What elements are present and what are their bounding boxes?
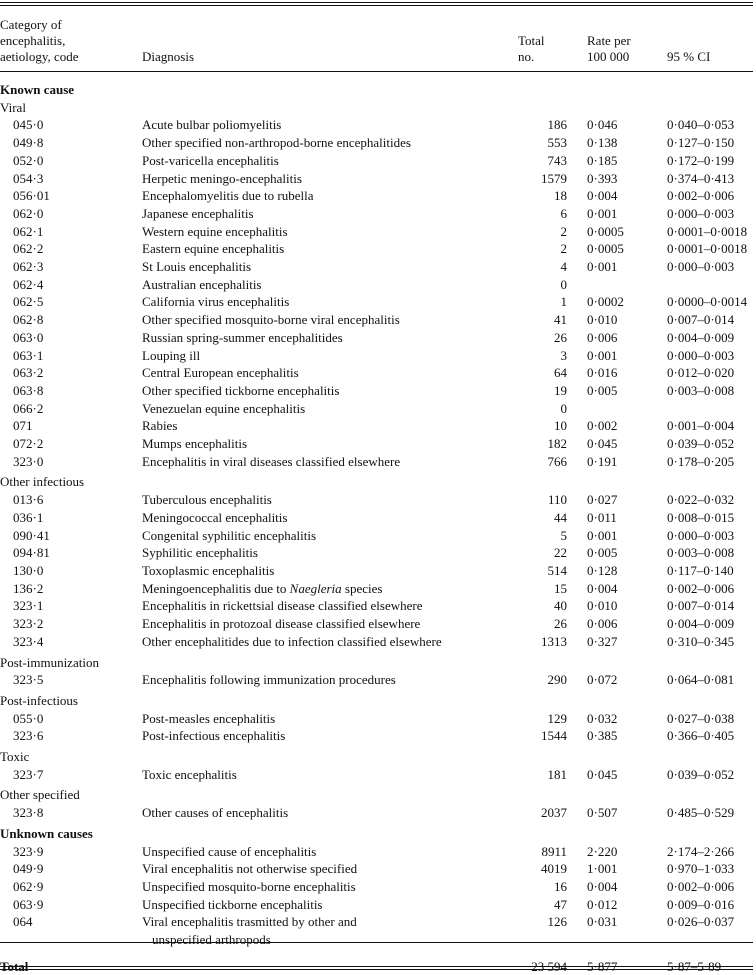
rate-cell: 0·032: [587, 710, 618, 726]
table-row: [0, 205, 753, 223]
code-cell: 136·2: [13, 580, 44, 596]
diagnosis-cell: Other encephalitides due to infection classified elsewhere: [142, 633, 442, 649]
diagnosis-cell: Central European encephalitis: [142, 365, 299, 381]
section-heading-row: [0, 68, 753, 99]
header-category-line-2: encephalitis,: [0, 33, 66, 48]
diagnosis-suffix: species: [341, 580, 383, 596]
code-cell: 062·1: [13, 223, 44, 239]
table-row: [0, 633, 753, 651]
code-cell: 323·8: [13, 805, 44, 821]
code-cell: 062·5: [13, 294, 44, 310]
total-cell: 40: [554, 598, 567, 614]
table-row: [0, 766, 753, 784]
code-cell: 056·01: [13, 188, 50, 204]
code-cell: 063·9: [13, 896, 44, 912]
table-row: [0, 152, 753, 170]
table-row: [0, 382, 753, 400]
rate-cell: 0·006: [587, 329, 618, 345]
total-cell: 514: [547, 562, 567, 578]
code-cell: 066·2: [13, 400, 44, 416]
diagnosis-text-line2: unspecified arthropods: [152, 932, 271, 948]
diagnosis-cell: Toxoplasmic encephalitis: [142, 562, 275, 578]
diagnosis-cell: Tuberculous encephalitis: [142, 492, 272, 508]
code-cell: 130·0: [13, 562, 44, 578]
header-total-line-1: Total: [518, 33, 545, 48]
code-cell: 071: [13, 418, 33, 434]
table-row: [0, 435, 753, 453]
rate-cell: 0·002: [587, 418, 618, 434]
total-cell: 1313: [541, 633, 567, 649]
section-heading-row: [0, 99, 753, 117]
table-row: [0, 491, 753, 509]
table-row: [0, 580, 753, 598]
total-cell: 6: [560, 205, 567, 221]
diagnosis-cell: Syphilitic encephalitis: [142, 545, 258, 561]
table-body: [0, 68, 753, 975]
ci-cell: 0·027–0·038: [667, 710, 735, 726]
table-row: [0, 170, 753, 188]
total-cell: 129: [547, 710, 567, 726]
total-row: [0, 949, 753, 975]
header-row: [0, 8, 753, 68]
total-cell: 5: [560, 527, 567, 543]
rate-cell: 0·004: [587, 878, 618, 894]
header-diagnosis: Diagnosis: [142, 49, 194, 64]
total-cell: 181: [547, 766, 567, 782]
diagnosis-cell: Australian encephalitis: [142, 276, 262, 292]
total-label: Total: [0, 958, 29, 974]
code-cell: 323·1: [13, 598, 44, 614]
total-cell: 41: [554, 312, 567, 328]
diagnosis-cell: Acute bulbar poliomyelitis: [142, 117, 282, 133]
diagnosis-cell: Russian spring-summer encephalitides: [142, 329, 343, 345]
diagnosis-cell: Eastern equine encephalitis: [142, 241, 285, 257]
code-cell: 323·5: [13, 672, 44, 688]
total-cell: 4019: [541, 861, 567, 877]
ci-cell: 0·178–0·205: [667, 453, 735, 469]
ci-cell: [667, 400, 753, 418]
ci-cell: 0·485–0·529: [667, 805, 735, 821]
total-rate: 5·877: [587, 958, 618, 974]
rate-cell: 0·191: [587, 453, 618, 469]
total-ci: 5·87–5·89: [667, 958, 722, 974]
code-cell: 062·4: [13, 276, 44, 292]
rate-cell: 0·045: [587, 766, 618, 782]
rate-cell: 0·001: [587, 527, 618, 543]
rate-cell: 0·327: [587, 633, 618, 649]
header-total-line-2: no.: [518, 49, 535, 64]
total-cell: 44: [554, 509, 567, 525]
diagnosis-cell: Japanese encephalitis: [142, 205, 254, 221]
table-row: [0, 710, 753, 728]
ci-cell: 0·0001–0·0018: [667, 241, 748, 257]
table-row: [0, 347, 753, 365]
table-row: [0, 804, 753, 822]
code-cell: 013·6: [13, 492, 44, 508]
total-cell: 18: [554, 188, 567, 204]
section-title: Other infectious: [0, 474, 85, 490]
diagnosis-cell: Congenital syphilitic encephalitis: [142, 527, 317, 543]
table-row: [0, 223, 753, 241]
total-cell: 1544: [541, 728, 567, 744]
diagnosis-cell: Other specified non-arthropod-borne encephalitides: [142, 135, 411, 151]
table-row: [0, 453, 753, 471]
code-cell: 055·0: [13, 710, 44, 726]
code-cell: 063·0: [13, 329, 44, 345]
table-row: [0, 134, 753, 152]
ci-cell: 0·003–0·008: [667, 382, 735, 398]
rate-cell: 0·507: [587, 805, 618, 821]
rate-cell: 0·0005: [587, 241, 624, 257]
ci-cell: [667, 276, 753, 294]
table-row: [0, 913, 753, 948]
total-cell: 15: [554, 580, 567, 596]
ci-cell: 0·000–0·003: [667, 259, 735, 275]
diagnosis-cell: Encephalitis following immunization procedures: [142, 672, 396, 688]
table-row: [0, 544, 753, 562]
diagnosis-cell: [142, 913, 518, 948]
total-cell: 186: [547, 117, 567, 133]
rate-cell: 0·004: [587, 188, 618, 204]
code-cell: 323·0: [13, 453, 44, 469]
diagnosis-cell: Venezuelan equine encephalitis: [142, 400, 306, 416]
top-rule-1: [0, 2, 753, 3]
rate-cell: 0·393: [587, 170, 618, 186]
ci-cell: 0·008–0·015: [667, 509, 735, 525]
section-heading-row: [0, 651, 753, 672]
table-row: [0, 116, 753, 134]
code-cell: 045·0: [13, 117, 44, 133]
table-row: [0, 417, 753, 435]
diagnosis-cell: Post-varicella encephalitis: [142, 152, 279, 168]
table-row: [0, 843, 753, 861]
diagnosis-cell: Herpetic meningo-encephalitis: [142, 170, 302, 186]
diagnosis-cell: Rabies: [142, 418, 178, 434]
code-cell: 094·81: [13, 545, 50, 561]
ci-cell: 0·366–0·405: [667, 728, 735, 744]
ci-cell: 0·009–0·016: [667, 896, 735, 912]
total-cell: 26: [554, 329, 567, 345]
total-cell: 4: [560, 259, 567, 275]
diagnosis-cell: [142, 580, 518, 598]
rate-cell: 0·006: [587, 616, 618, 632]
header-ci: 95 % CI: [667, 49, 711, 64]
rate-cell: 0·046: [587, 117, 618, 133]
section-title: Viral: [0, 99, 26, 115]
table-row: [0, 860, 753, 878]
rate-cell: 1·001: [587, 861, 618, 877]
section-heading-row: [0, 689, 753, 710]
section-heading-row: [0, 470, 753, 491]
ci-cell: 0·039–0·052: [667, 436, 735, 452]
ci-cell: 0·002–0·006: [667, 188, 735, 204]
ci-cell: 0·012–0·020: [667, 365, 735, 381]
diagnosis-cell: Encephalitis in protozoal disease classified elsewhere: [142, 616, 421, 632]
total-cell: 26: [554, 616, 567, 632]
section-title: Unknown causes: [0, 825, 93, 841]
table-row: [0, 276, 753, 294]
ci-cell: 0·000–0·003: [667, 527, 735, 543]
ci-cell: 0·002–0·006: [667, 878, 735, 894]
code-cell: 063·1: [13, 347, 44, 363]
rate-cell: 0·012: [587, 896, 618, 912]
table-row: [0, 896, 753, 914]
ci-cell: 0·310–0·345: [667, 633, 735, 649]
rate-cell: 0·138: [587, 135, 618, 151]
rate-cell: 0·011: [587, 509, 617, 525]
total-cell: 0: [560, 276, 567, 292]
section-heading-row: [0, 783, 753, 804]
diagnosis-cell: Post-measles encephalitis: [142, 710, 276, 726]
total-cell: 1579: [541, 170, 567, 186]
diagnosis-cell: Western equine encephalitis: [142, 223, 288, 239]
diagnosis-text: Viral encephalitis trasmitted by other and: [142, 914, 357, 930]
diagnosis-cell: California virus encephalitis: [142, 294, 290, 310]
total-cell: 8911: [541, 843, 567, 859]
code-cell: 052·0: [13, 152, 44, 168]
code-cell: 323·9: [13, 843, 44, 859]
rate-cell: 0·010: [587, 312, 618, 328]
section-heading-row: [0, 822, 753, 843]
section-title: Other specified: [0, 787, 80, 803]
diagnosis-cell: Mumps encephalitis: [142, 436, 248, 452]
table-row: [0, 878, 753, 896]
header-category-line-1: Category of: [0, 17, 62, 32]
diagnosis-cell: St Louis encephalitis: [142, 259, 252, 275]
code-cell: 323·6: [13, 728, 44, 744]
total-cell: 766: [547, 453, 567, 469]
diagnosis-cell: Encephalitis in viral diseases classified elsewhere: [142, 453, 401, 469]
table-row: [0, 258, 753, 276]
table-row: [0, 293, 753, 311]
ci-cell: 0·0001–0·0018: [667, 223, 748, 239]
rate-cell: 0·185: [587, 152, 618, 168]
table-row: [0, 615, 753, 633]
table-row: [0, 509, 753, 527]
total-cell: 1: [560, 294, 567, 310]
table-row: [0, 597, 753, 615]
ci-cell: 0·000–0·003: [667, 347, 735, 363]
section-title: Post-infectious: [0, 692, 78, 708]
table-row: [0, 364, 753, 382]
diagnosis-cell: Meningococcal encephalitis: [142, 509, 288, 525]
rate-cell: 0·072: [587, 672, 618, 688]
diagnosis-cell: Other specified tickborne encephalitis: [142, 382, 340, 398]
code-cell: 063·2: [13, 365, 44, 381]
code-cell: 323·7: [13, 766, 44, 782]
diagnosis-cell: Unspecified tickborne encephalitis: [142, 896, 323, 912]
code-cell: 049·9: [13, 861, 44, 877]
rate-cell: 0·016: [587, 365, 618, 381]
ci-cell: 0·007–0·014: [667, 312, 735, 328]
rate-cell: 0·045: [587, 436, 618, 452]
total-cell: 10: [554, 418, 567, 434]
diagnosis-cell: Other causes of encephalitis: [142, 805, 289, 821]
rate-cell: 0·010: [587, 598, 618, 614]
total-cell: 553: [547, 135, 567, 151]
rate-cell: 0·0005: [587, 223, 624, 239]
table-row: [0, 671, 753, 689]
table-row: [0, 329, 753, 347]
diagnosis-cell: Unspecified cause of encephalitis: [142, 843, 317, 859]
rate-cell: 0·0002: [587, 294, 624, 310]
ci-cell: 0·026–0·037: [667, 914, 735, 930]
rate-cell: 0·128: [587, 562, 618, 578]
section-heading-row: [0, 745, 753, 766]
ci-cell: 0·0000–0·0014: [667, 294, 748, 310]
code-cell: 062·0: [13, 205, 44, 221]
rate-cell: 0·004: [587, 580, 618, 596]
rate-cell: 0·031: [587, 914, 618, 930]
table-row: [0, 187, 753, 205]
total-cell: 64: [554, 365, 567, 381]
total-cell: 16: [554, 878, 567, 894]
diagnosis-cell: Other specified mosquito-borne viral encephalitis: [142, 312, 400, 328]
code-cell: 049·8: [13, 135, 44, 151]
header-category: [0, 8, 142, 68]
rate-cell: [587, 276, 667, 294]
code-cell: 054·3: [13, 170, 44, 186]
code-cell: 063·8: [13, 382, 44, 398]
header-rate-line-1: Rate per: [587, 33, 631, 48]
header-category-line-3: aetiology, code: [0, 49, 79, 64]
section-title: Known cause: [0, 82, 75, 97]
table-row: [0, 727, 753, 745]
ci-cell: 0·002–0·006: [667, 580, 735, 596]
code-cell: 036·1: [13, 509, 44, 525]
code-cell: 062·8: [13, 312, 44, 328]
ci-cell: 0·039–0·052: [667, 766, 735, 782]
total-cell: 0: [560, 400, 567, 416]
total-count: 23 594: [531, 958, 567, 974]
total-cell: 22: [554, 545, 567, 561]
ci-cell: 0·000–0·003: [667, 205, 735, 221]
table-row: [0, 400, 753, 418]
diagnosis-cell: Unspecified mosquito-borne encephalitis: [142, 878, 356, 894]
rate-cell: 0·027: [587, 492, 618, 508]
rate-cell: 2·220: [587, 843, 618, 859]
table-row: [0, 527, 753, 545]
ci-cell: 2·174–2·266: [667, 843, 735, 859]
total-cell: 47: [554, 896, 567, 912]
ci-cell: 0·374–0·413: [667, 170, 735, 186]
total-cell: 743: [547, 152, 567, 168]
total-cell: 2037: [541, 805, 567, 821]
total-cell: 126: [547, 914, 567, 930]
total-cell: 3: [560, 347, 567, 363]
table-row: [0, 562, 753, 580]
ci-cell: 0·003–0·008: [667, 545, 735, 561]
ci-cell: 0·172–0·199: [667, 152, 735, 168]
rate-cell: [587, 400, 667, 418]
code-cell: 062·3: [13, 259, 44, 275]
rate-cell: 0·005: [587, 545, 618, 561]
diagnosis-italic: Naegleria: [289, 580, 342, 596]
code-cell: 062·2: [13, 241, 44, 257]
top-rule-2: [0, 5, 753, 6]
total-cell: 290: [547, 672, 567, 688]
total-cell: 2: [560, 241, 567, 257]
ci-cell: 0·007–0·014: [667, 598, 735, 614]
rate-cell: 0·001: [587, 205, 618, 221]
diagnosis-cell: Viral encephalitis not otherwise specified: [142, 861, 358, 877]
code-cell: 072·2: [13, 436, 44, 452]
ci-cell: 0·004–0·009: [667, 329, 735, 345]
rate-cell: 0·385: [587, 728, 618, 744]
header-rate-line-2: 100 000: [587, 49, 630, 64]
ci-cell: 0·970–1·033: [667, 861, 735, 877]
diagnosis-cell: Toxic encephalitis: [142, 766, 237, 782]
code-cell: 064: [13, 914, 33, 930]
table-row: [0, 311, 753, 329]
table-row: [0, 240, 753, 258]
section-title: Toxic: [0, 749, 30, 765]
code-cell: 323·2: [13, 616, 44, 632]
rate-cell: 0·001: [587, 347, 618, 363]
ci-cell: 0·117–0·140: [667, 562, 734, 578]
ci-cell: 0·004–0·009: [667, 616, 735, 632]
ci-cell: 0·064–0·081: [667, 672, 735, 688]
ci-cell: 0·022–0·032: [667, 492, 735, 508]
total-cell: 110: [547, 492, 567, 508]
diagnosis-cell: Post-infectious encephalitis: [142, 728, 286, 744]
diagnosis-cell: Louping ill: [142, 347, 201, 363]
ci-cell: 0·127–0·150: [667, 135, 735, 151]
code-cell: 323·4: [13, 633, 44, 649]
rate-cell: 0·001: [587, 259, 618, 275]
code-cell: 090·41: [13, 527, 50, 543]
total-cell: 19: [554, 382, 567, 398]
total-cell: 182: [547, 436, 567, 452]
total-cell: 2: [560, 223, 567, 239]
header-total: [518, 8, 587, 68]
rate-cell: 0·005: [587, 382, 618, 398]
diagnosis-cell: Encephalitis in rickettsial disease classified elsewhere: [142, 598, 423, 614]
code-cell: 062·9: [13, 878, 44, 894]
diagnosis-text: Meningoencephalitis due to: [142, 580, 290, 596]
diagnosis-cell: Encephalomyelitis due to rubella: [142, 188, 314, 204]
ci-cell: 0·001–0·004: [667, 418, 735, 434]
section-title: Post-immunization: [0, 654, 99, 670]
data-table: [0, 8, 753, 975]
header-rate: [587, 8, 667, 68]
ci-cell: 0·040–0·053: [667, 117, 735, 133]
